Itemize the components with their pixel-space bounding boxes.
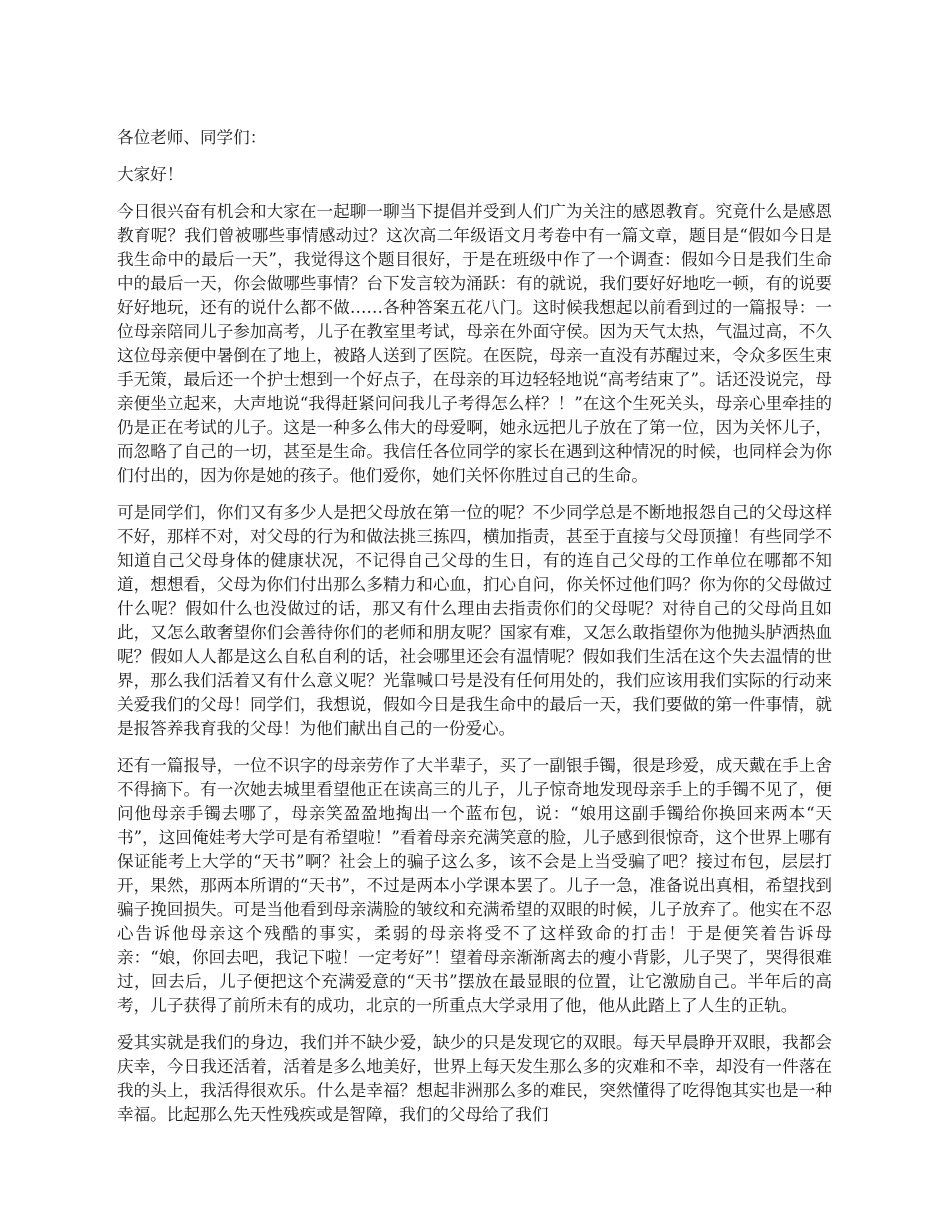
paragraph: 可是同学们，你们又有多少人是把父母放在第一位的呢？不少同学总是不断地报怨自己的父母这样不好，那样不对，对父母的行为和做法挑三拣四，横加指责，甚至于直接与父母顶撞！有些同学不知道自己父母身体的健康状况，不记得自己父母的生日，有的连自己父母的工作单位在哪都不知道，想想看，父母为你们付出那么多精力和心血，扪心自问，你关怀过他们吗？你为你的父母做过什么呢？假如什么也没做过的话，那又有什么理由去指责你们的父母呢？对待自己的父母尚且如此，又怎么敢奢望你们会善待你们的老师和朋友呢？国家有难，又怎么敢指望你为他抛头胪洒热血呢？假如人人都是这么自私自利的话，社会哪里还会有温情呢？假如我们生活在这个失去温情的世界，那么我们活着又有什么意义呢？光靠喊口号是没有任何用处的，我们应该用我们实际的行动来关爱我们的父母！同学们，我想说，假如今日是我生命中的最后一天，我们要做的第一件事情，就是报答养我育我的父母！为他们献出自己的一份爱心。 (117, 503, 832, 738)
document-body (117, 126, 832, 1140)
paragraph: 爱其实就是我们的身边，我们并不缺少爱，缺少的只是发现它的双眼。每天早晨睁开双眼，我都会庆幸，今日我还活着，活着是多么地美好，世界上每天发生那么多的灾难和不幸，却没有一件落在我的头上，我活得很欢乐。什么是幸福？想起非洲那么多的难民，突然懂得了吃得饱其实也是一种幸福。比起那么先天性残疾或是智障，我们的父母给了我们 (117, 1033, 832, 1124)
greeting: 大家好！ (117, 165, 184, 184)
paragraph: 还有一篇报导，一位不识字的母亲劳作了大半辈子，买了一副银手镯，很是珍爱，成天戴在手上舍不得摘下。有一次她去城里看望他正在读高三的儿子，儿子惊奇地发现母亲手上的手镯不见了，便问他母亲手镯去哪了，母亲笑盈盈地掏出一个蓝布包，说：“娘用这副手镯给你换回来两本“天书”，这回俺娃考大学可是有希望啦！”看着母亲充满笑意的脸，儿子感到很惊奇，这个世界上哪有保证能考上大学的“天书”啊？社会上的骗子这么多，该不会是上当受骗了吧？接过布包，层层打开，果然，那两本所谓的“天书”，不过是两本小学课本罢了。儿子一急，准备说出真相，希望找到骗子挽回损失。可是当他看到母亲满脸的皱纹和充满希望的双眼的时候，儿子放弃了。他实在不忍心告诉他母亲这个残酷的事实，柔弱的母亲将受不了这样致命的打击！于是便笑着告诉母亲：“娘，你回去吧，我记下啦！一定考好”！望着母亲渐渐离去的瘦小背影，儿子哭了，哭得很难过，回去后，儿子便把这个充满爱意的“天书”摆放在最显眼的位置，让它激励自己。半年后的高考，儿子获得了前所未有的成功，北京的一所重点大学录用了他，他从此踏上了人生的正轨。 (117, 756, 832, 1015)
paragraph: 今日很兴奋有机会和大家在一起聊一聊当下提倡并受到人们广为关注的感恩教育。究竟什么是感恩教育呢？我们曾被哪些事情感动过？这次高二年级语文月考卷中有一篇文章，题目是“假如今日是我生命中的最后一天”，我觉得这个题目很好，于是在班级中作了一个调查：假如今日是我们生命中的最后一天，你会做哪些事情？台下发言较为涌跃：有的就说，我们要好好地吃一顿，有的说要好好地玩，还有的说什么都不做……各种答案五花八门。这时候我想起以前看到过的一篇报导：一位母亲陪同儿子参加高考，儿子在教室里考试，母亲在外面守侯。因为天气太热，气温过高，不久这位母亲便中暑倒在了地上，被路人送到了医院。在医院，母亲一直没有苏醒过来，令众多医生束手无策，最后还一个护士想到一个好点子，在母亲的耳边轻轻地说“高考结束了”。话还没说完，母亲便坐立起来，大声地说“我得赶紧问问我儿子考得怎么样？！”在这个生死关头，母亲心里牵挂的仍是正在考试的儿子。这是一种多么伟大的母爱啊，她永远把儿子放在了第一位，因为关怀儿子，而忽略了自己的一切，甚至是生命。我信任各位同学的家长在遇到这种情况的时候，也同样会为你们付出的，因为你是她的孩子。他们爱你，她们关怀你胜过自己的生命。 (117, 202, 832, 485)
salutation: 各位老师、同学们： (117, 128, 267, 147)
